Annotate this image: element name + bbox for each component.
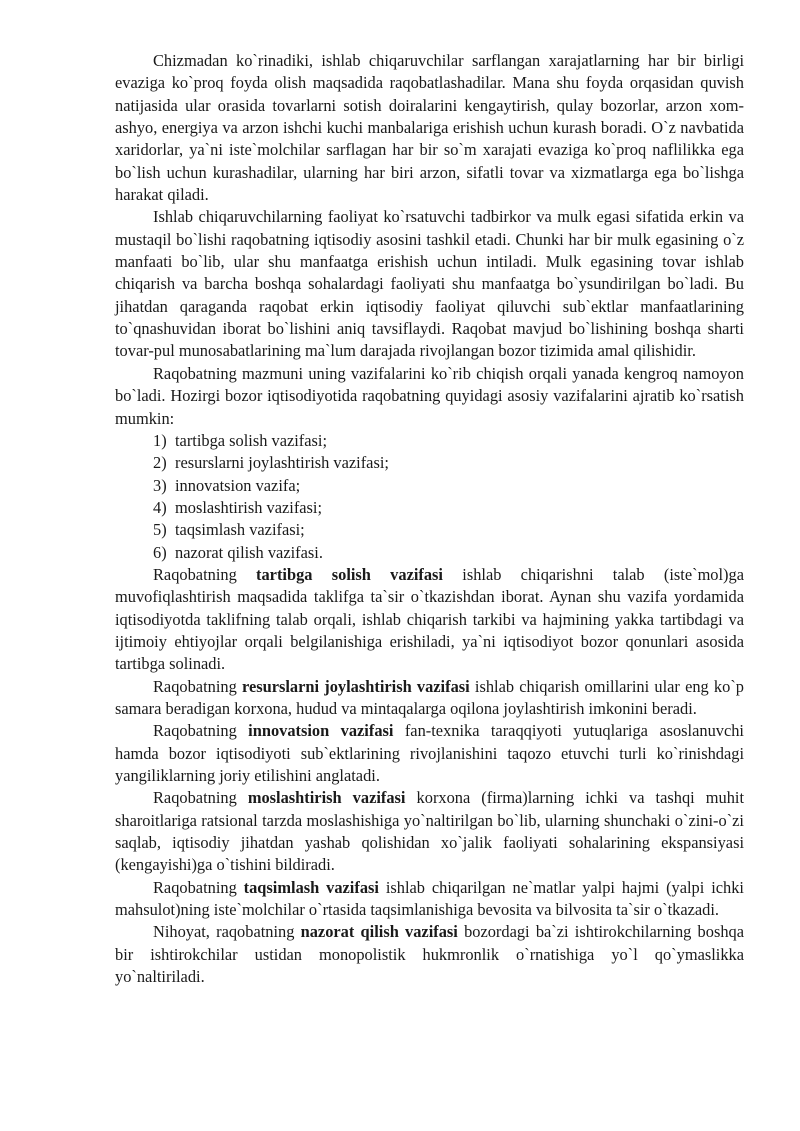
list-item-number: 2) <box>153 453 167 473</box>
functions-list <box>115 430 744 564</box>
text-run: fan-texnika taraqqiyoti yutuqlariga asoslanuvchi hamda bozor iqtisodiyoti sub`ektlarining rivojlanishini taqozo etuvchi turli ko`rinishdagi yangiliklarning joriy etilishini anglatadi. <box>115 721 744 785</box>
paragraph-distribution-function <box>115 877 744 922</box>
text-run: Raqobatning <box>153 564 257 584</box>
list-item-text: taqsimlash vazifasi; <box>175 520 305 540</box>
text-run: Raqobatning <box>153 788 248 808</box>
text-run: ishlab chiqarish omillarini ular eng ko`p samara beradigan korxona, hudud va mintaqalarga oqilona joylashtirish imkonini beradi. <box>115 676 744 718</box>
paragraph-regulation-function <box>115 564 744 676</box>
list-item-number: 6) <box>153 542 167 562</box>
paragraph-innovation-function <box>115 720 744 787</box>
text-run: korxona (firma)larning ichki va tashqi muhit sharoitlariga ratsional tarzda moslashishiga yo`naltirilgan bo`lib, ularning shunchaki o`zini-o`zi saqlab, iqtisodiy jihatdan yashab qolishidan xo`jalik faoliyati sohalarining ekspansiyasi (kengayishi)ga o`tishini bildiradi. <box>115 788 744 875</box>
list-item <box>115 497 744 519</box>
paragraph-functions-intro: Raqobatning mazmuni uning vazifalarini ko`rib chiqish orqali yanada kengroq namoyon bo`ladi. Hozirgi bozor iqtisodiyotida raqobatning quyidagi asosiy vazifalarini ajratib ko`rsatish mumkin: <box>115 363 744 428</box>
paragraph-adaptation-function <box>115 787 744 876</box>
list-item-text: nazorat qilish vazifasi. <box>175 542 323 562</box>
text-run: Raqobatning <box>153 721 249 741</box>
text-run: ishlab chiqarilgan ne`matlar yalpi hajmi (yalpi ichki mahsulot)ning iste`molchilar o`rtasida taqsimlanishiga bevosita va bilvosita ta`sir o`tkazadi. <box>115 877 744 920</box>
text-run: bozordagi ba`zi ishtirokchilarning boshqa bir ishtirokchilar ustidan monopolistik hukmronlik o`rnatishiga yo`l qo`ymaslikka yo`naltiriladi. <box>115 922 744 987</box>
paragraph-economic-basis: Ishlab chiqaruvchilarning faoliyat ko`rsatuvchi tadbirkor va mulk egasi sifatida erkin va mustaqil bo`lishi raqobatning iqtisodiy asosini tashkil etadi. Chunki har bir mulk egasining o`z manfaati bo`lib, ular shu manfaatga erishish uchun intiladi. Mulk egasining tovar ishlab chiqarish va barcha boshqa sohalardagi faoliyati shu manfaatga bo`ysundirilgan bo`ladi. Bu jihatdan qaraganda raqobat erkin iqtisodiy faoliyat qiluvchi sub`ektlar manfaatlarining to`qnashuvidan iborat bo`lishini aniq tavsiflaydi. Raqobat mavjud bo`lishining boshqa sharti tovar-pul munosabatlarining ma`lum darajada rivojlangan bozor tizimida amal qilishidir. <box>115 207 744 361</box>
list-item <box>115 475 744 497</box>
list-item-text: tartibga solish vazifasi; <box>175 430 328 450</box>
list-item <box>115 519 744 541</box>
list-item-text: resurslarni joylashtirish vazifasi; <box>175 453 389 473</box>
text-run: Raqobatning <box>153 676 242 696</box>
text-run: ishlab chiqarishni talab (iste`mol)ga muvofiqlashtirish maqsadida taklifga ta`sir o`tkazishdan iborat. Aynan shu vazifa yordamida iqtisodiyotda taklifning talab orqali, ishlab chiqarish tarkibi va hajmining yakka tartibdagi va ijtimoiy ehtiyojlar orqali belgilanishiga erishiladi, ya`ni iqtisodiyot bozor qonunlari asosida tartibga solinadi. <box>115 564 744 674</box>
list-item-text: innovatsion vazifa; <box>175 475 301 495</box>
list-item-number: 4) <box>153 497 167 517</box>
list-item-text: moslashtirish vazifasi; <box>175 497 323 517</box>
paragraph-allocation-function <box>115 676 744 721</box>
term-highlight: nazorat qilish vazifasi <box>300 922 458 942</box>
term-highlight: resurslarni joylashtirish vazifasi <box>241 676 470 696</box>
term-highlight: taqsimlash vazifasi <box>243 877 379 897</box>
list-item-number: 5) <box>153 520 167 540</box>
paragraph-control-function <box>115 921 744 988</box>
text-run: Raqobatning <box>153 877 244 897</box>
term-highlight: innovatsion vazifasi <box>248 721 394 741</box>
list-item <box>115 430 744 452</box>
text-run: Nihoyat, raqobatning <box>153 922 301 942</box>
list-item <box>115 452 744 474</box>
list-item-number: 3) <box>153 475 167 495</box>
term-highlight: moslashtirish vazifasi <box>247 788 406 808</box>
list-item <box>115 542 744 564</box>
list-item-number: 1) <box>153 430 167 450</box>
paragraph-intro: Chizmadan ko`rinadiki, ishlab chiqaruvchilar sarflangan xarajatlarning har bir birligi evaziga ko`proq foyda olish maqsadida raqobatlashadilar. Mana shu foyda orqasidan quvish natijasida ular orasida tovarlarni sotish doiralarini kengaytirish, qulay bozorlar, arzon xom-ashyo, energiya va arzon ishchi kuchi manbalariga erishish uchun kurash boradi. O`z navbatida xaridorlar, ya`ni iste`molchilar sarflagan har bir so`m xarajati evaziga ko`proq naflilikka ega bo`lish uchun kurashadilar, ularning har biri arzon, sifatli tovar va xizmatlarga ega bo`lishga harakat qiladi. <box>115 51 744 205</box>
term-highlight: tartibga solish vazifasi <box>256 564 443 584</box>
